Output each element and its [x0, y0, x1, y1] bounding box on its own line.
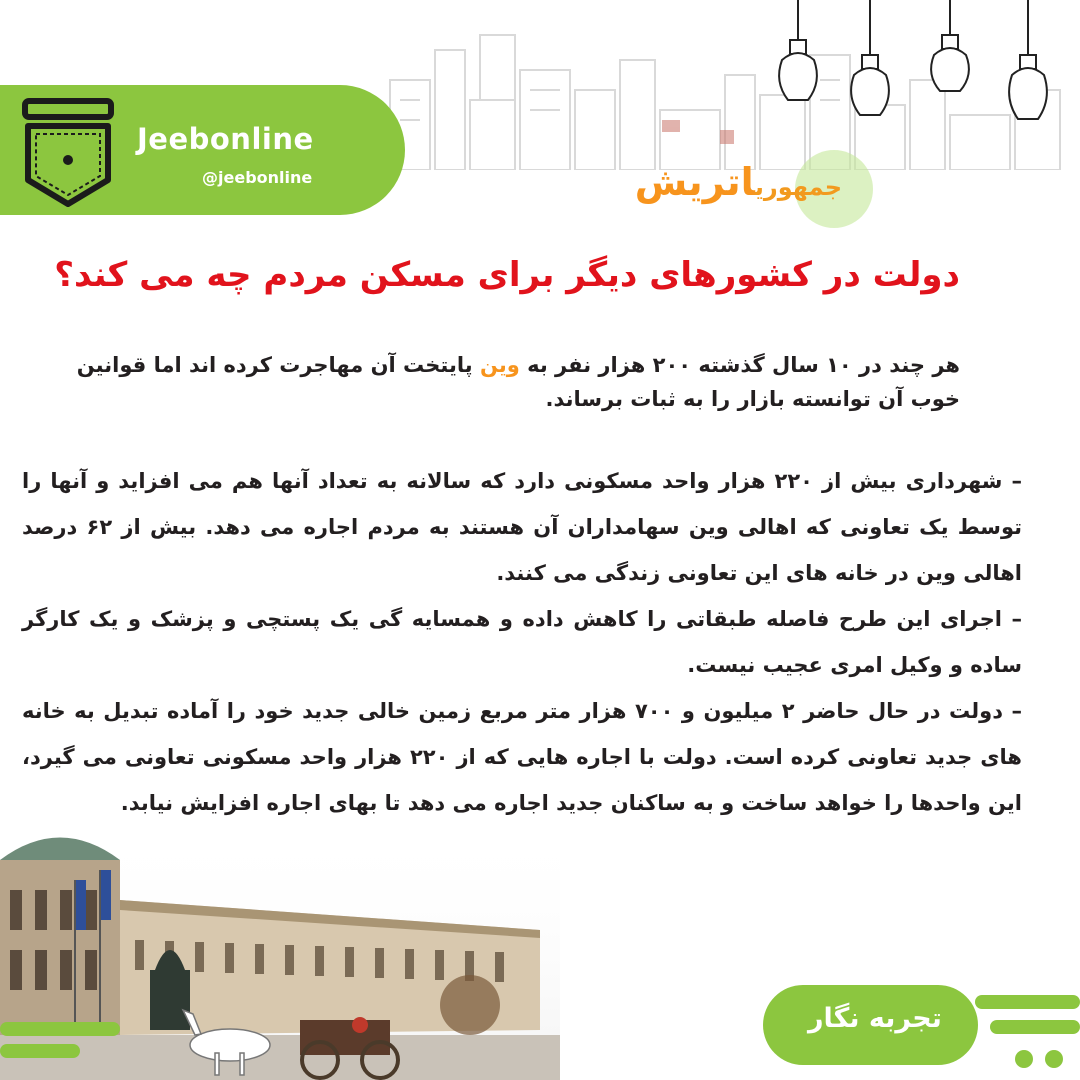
brand-handle: @jeebonline [202, 168, 313, 187]
country-prefix: جمهوری [754, 173, 842, 201]
decor-dot [1045, 1050, 1063, 1068]
headline: دولت در کشورهای دیگر برای مسکن مردم چه می کند؟ [54, 255, 960, 295]
decor-stripe [990, 1020, 1080, 1034]
intro-paragraph [30, 348, 960, 416]
country-name: اتریش [634, 160, 755, 204]
bullet-paragraph: – دولت در حال حاضر ۲ میلیون و ۷۰۰ هزار متر مربع زمین خالی جدید خود را آماده تبدیل به خانه های جدید تعاونی کرده است. دولت با اجاره هایی که از ۲۲۰ هزار واحد مسکونی تعاونی می گیرد، این واحدها را خواهد ساخت و به ساکنان جدید اجاره می دهد تا بهای اجاره افزایش نیابد. [22, 699, 1022, 815]
decor-stripe [0, 1022, 120, 1036]
bullet-paragraph: – شهرداری بیش از ۲۲۰ هزار واحد مسکونی دارد که سالانه به تعداد آنها هم می افزاید و آنها را توسط یک تعاونی که اهالی وین سهامداران آن هستند به مردم اجاره می دهد. بیش از ۶۲ درصد اهالی وین در خانه های این تعاونی زندگی می کنند. [22, 469, 1023, 585]
brand-name: Jeebonline [137, 122, 314, 156]
pocket-logo-icon [22, 98, 114, 208]
intro-text-1: هر چند در ۱۰ سال گذشته ۲۰۰ هزار نفر به [527, 353, 960, 377]
intro-highlight: وین [479, 353, 520, 377]
decor-stripe [0, 1044, 80, 1058]
body-text [22, 458, 1022, 826]
palace-photo [0, 820, 560, 1080]
intro-text-2: پایتخت آن مهاجرت کرده اند اما قوانین خوب آن توانسته بازار را به ثبات برساند. [76, 353, 960, 411]
decor-dot [1015, 1050, 1033, 1068]
light-bulb-icon [760, 0, 1080, 150]
footer-badge-text: تجربه نگار [808, 1003, 942, 1034]
decor-stripe [975, 995, 1080, 1009]
bullet-paragraph: – اجرای این طرح فاصله طبقاتی را کاهش داده و همسایه گی یک پستچی و پزشک و یک کارگر ساده و وکیل امری عجیب نیست. [22, 607, 1022, 677]
country-title [635, 160, 842, 204]
